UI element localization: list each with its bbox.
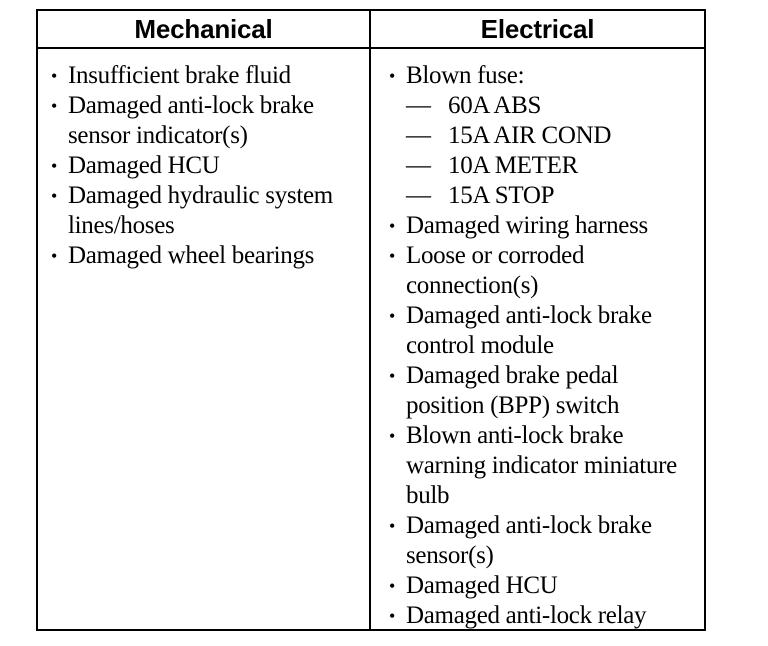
header-divider: [38, 47, 704, 49]
electrical-list: [384, 61, 702, 631]
list-item: • Damaged wheel bearings: [46, 241, 366, 271]
list-item: • Damaged anti-lock brake sensor indicator(s): [46, 91, 366, 151]
list-item: • Insufficient brake fluid: [46, 61, 366, 91]
mechanical-list: [46, 61, 366, 271]
bullet-icon: •: [50, 186, 57, 206]
bullet-icon: •: [388, 246, 395, 266]
bullet-icon: •: [388, 426, 395, 446]
list-item: • Loose or corroded connection(s): [384, 241, 702, 301]
dash-icon: —: [406, 152, 431, 179]
bullet-icon: •: [50, 66, 57, 86]
list-item: • Blown anti-lock brake warning indicator miniature bulb: [384, 421, 702, 511]
list-item: • Damaged anti-lock relay: [384, 601, 702, 631]
fuse-list: [406, 91, 702, 211]
bullet-icon: •: [388, 306, 395, 326]
fuse-item: — 15A AIR COND: [406, 122, 612, 149]
dash-icon: —: [406, 182, 431, 209]
mechanical-header: Mechanical: [134, 13, 273, 44]
diagnosis-table: [36, 9, 706, 631]
list-item: • Blown fuse: — 60A ABS — 15A AIR COND — 10A METER — 15A STOP: [384, 61, 702, 211]
bullet-icon: •: [50, 246, 57, 266]
list-item: • Damaged HCU: [46, 151, 366, 181]
list-item: • Damaged HCU: [384, 571, 702, 601]
bullet-icon: •: [388, 576, 395, 596]
fuse-item: — 15A STOP: [406, 182, 555, 209]
list-item: • Damaged wiring harness: [384, 211, 702, 241]
bullet-icon: •: [388, 606, 395, 626]
bullet-icon: •: [388, 66, 395, 86]
column-divider: [369, 11, 371, 629]
bullet-icon: •: [388, 516, 395, 536]
bullet-icon: •: [388, 216, 395, 236]
bullet-icon: •: [388, 366, 395, 386]
bullet-icon: •: [50, 156, 57, 176]
fuse-item: — 60A ABS: [406, 92, 542, 119]
bullet-icon: •: [50, 96, 57, 116]
fuse-item: — 10A METER: [406, 152, 578, 179]
dash-icon: —: [406, 92, 431, 119]
list-item: • Damaged anti-lock brake sensor(s): [384, 511, 702, 571]
list-item: • Damaged anti-lock brake control module: [384, 301, 702, 361]
list-item: • Damaged hydraulic system lines/hoses: [46, 181, 366, 241]
electrical-header: Electrical: [480, 13, 595, 44]
list-item: • Damaged brake pedal position (BPP) switch: [384, 361, 702, 421]
dash-icon: —: [406, 122, 431, 149]
